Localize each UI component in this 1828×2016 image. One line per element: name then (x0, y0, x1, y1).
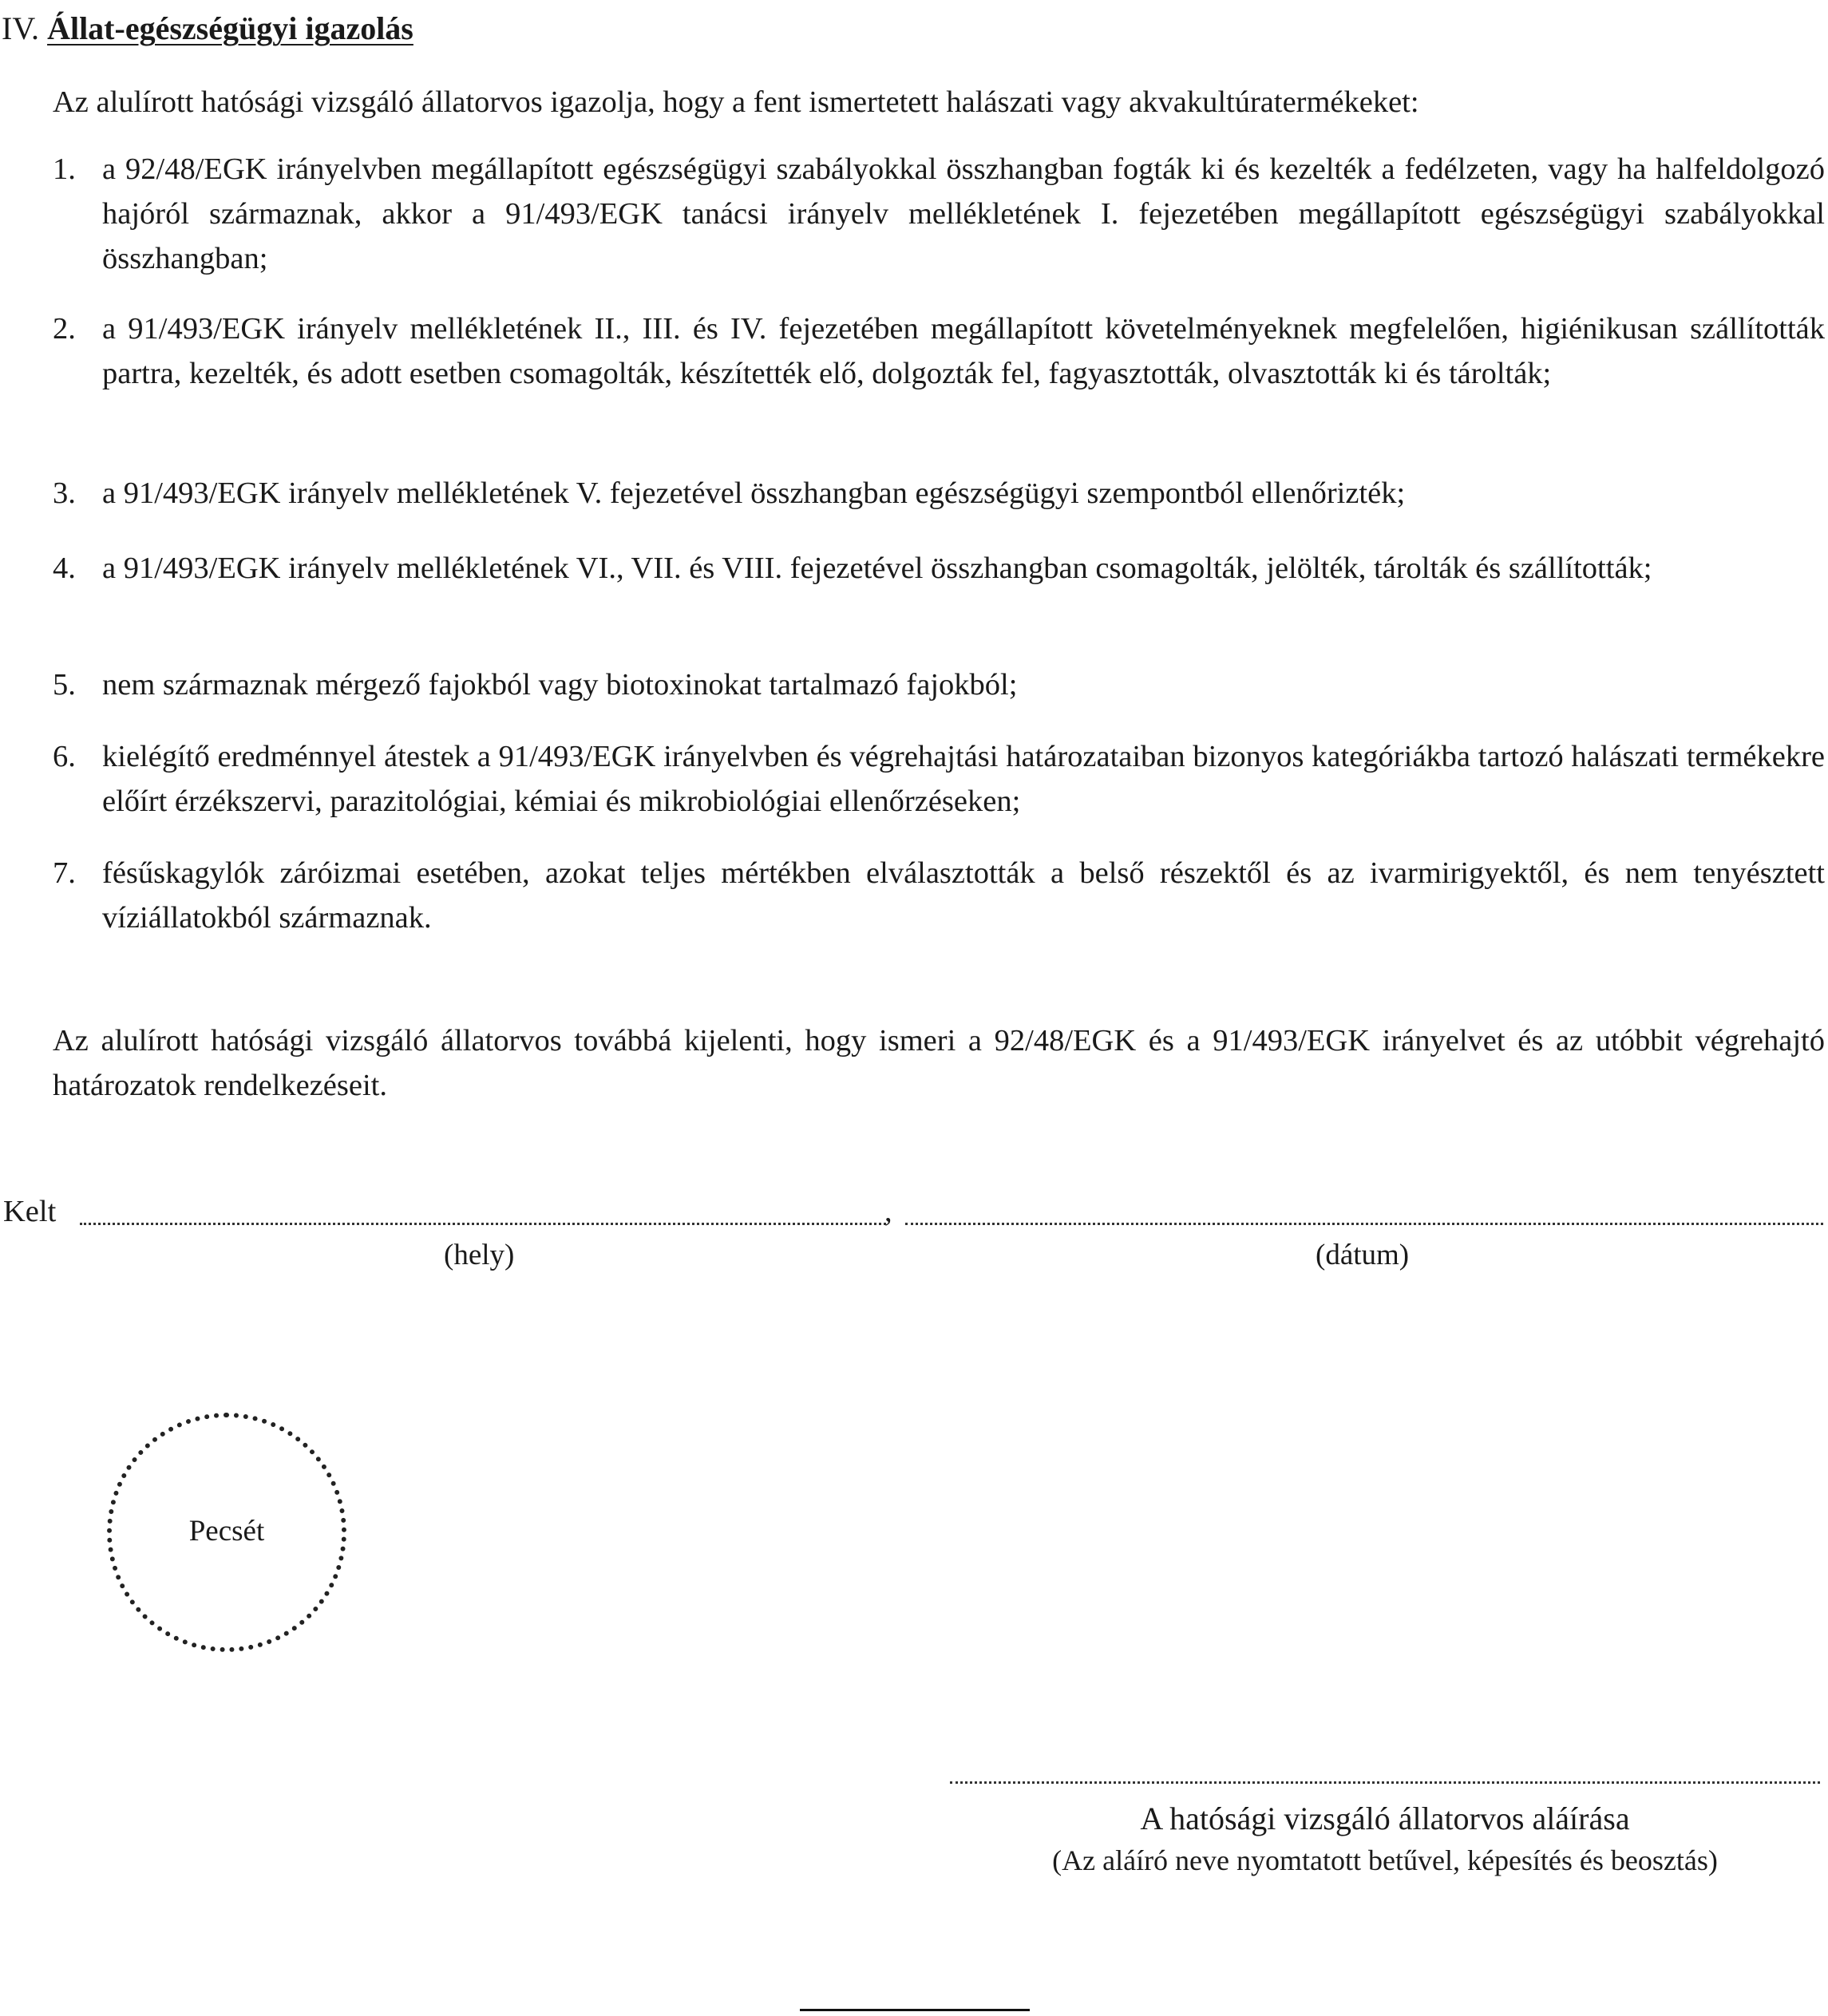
list-item-number: 1. (53, 152, 76, 186)
list-item (53, 471, 1825, 516)
list-item-text: a 92/48/EGK irányelvben megállapított egészségügyi szabályokkal összhangban fogták ki és kezelték a fedélzeten, vagy ha halfeldolgozó hajóról származnak, akkor a 91/493/EGK tanácsi irányelv mellékletének I. fejezetében megállapított egészségügyi szabályokkal összhangban; (102, 152, 1825, 275)
list-item-text: a 91/493/EGK irányelv mellékletének V. fejezetével összhangban egészségügyi szempontból ellenőrizték; (102, 476, 1406, 510)
list-item-number: 7. (53, 856, 76, 890)
declaration-paragraph: Az alulírott hatósági vizsgáló állatorvos továbbá kijelenti, hogy ismeri a 92/48/EGK és a 91/493/EGK irányelvet és az utóbbit végrehajtó határozatok rendelkezéseit. (53, 1024, 1825, 1102)
list-item-text: nem származnak mérgező fajokból vagy biotoxinokat tartalmazó fajokból; (102, 668, 1018, 702)
stamp-label: Pecsét (188, 1515, 265, 1548)
section-number: IV. (2, 10, 40, 46)
signature-field[interactable] (950, 1781, 1820, 1784)
signature-title: A hatósági vizsgáló állatorvos aláírása (1140, 1801, 1630, 1836)
place-field[interactable] (80, 1223, 886, 1225)
intro-paragraph: Az alulírott hatósági vizsgáló állatorvos igazolja, hogy a fent ismertetett halászati vagy akvakultúratermékeket: (53, 85, 1419, 119)
list-item-number: 2. (53, 312, 76, 346)
place-date-row (3, 1189, 1823, 1237)
list-item-text: fésűskagylók záróizmai esetében, azokat teljes mértékben elválasztották a belső részektől és az ivarmirigyektől, és nem tenyésztett víziállatokból származnak. (102, 856, 1825, 935)
date-caption: (dátum) (1316, 1239, 1410, 1271)
place-caption: (hely) (444, 1239, 515, 1271)
list-item (53, 306, 1825, 396)
footer-rule (800, 2009, 1030, 2011)
list-item (53, 851, 1825, 940)
list-item-number: 4. (53, 551, 76, 585)
list-item-number: 3. (53, 476, 76, 510)
list-item (53, 662, 1825, 707)
list-item (53, 147, 1825, 281)
list-item (53, 734, 1825, 824)
list-item-text: kielégítő eredménnyel átestek a 91/493/EGK irányelvben és végrehajtási határozataiban bizonyos kategóriákba tartozó halászati termékekre előírt érzékszervi, parazitológiai, kémiai és mikrobiológiai ellenőrzéseken; (102, 740, 1825, 818)
stamp-circle (107, 1413, 346, 1652)
section-heading (2, 6, 413, 51)
date-field[interactable] (905, 1223, 1823, 1225)
list-item-number: 6. (53, 740, 76, 773)
list-item (53, 546, 1825, 591)
kelt-label: Kelt (3, 1195, 57, 1228)
list-item-number: 5. (53, 668, 76, 702)
list-item-text: a 91/493/EGK irányelv mellékletének II., III. és IV. fejezetében megállapított követelményeknek megfelelően, higiénikusan szállították partra, kezelték, és adott esetben csomagolták, készítették elő, dolgozták fel, fagyasztották, olvasztották ki és tárolták; (102, 312, 1825, 390)
section-title: Állat-egészségügyi igazolás (47, 10, 413, 46)
list-item-text: a 91/493/EGK irányelv mellékletének VI., VII. és VIII. fejezetével összhangban csomagolták, jelölték, tárolták és szállították; (102, 551, 1652, 585)
signature-subtitle: (Az aláíró neve nyomtatott betűvel, képesítés és beosztás) (1052, 1844, 1718, 1876)
kelt-comma: , (884, 1195, 892, 1228)
